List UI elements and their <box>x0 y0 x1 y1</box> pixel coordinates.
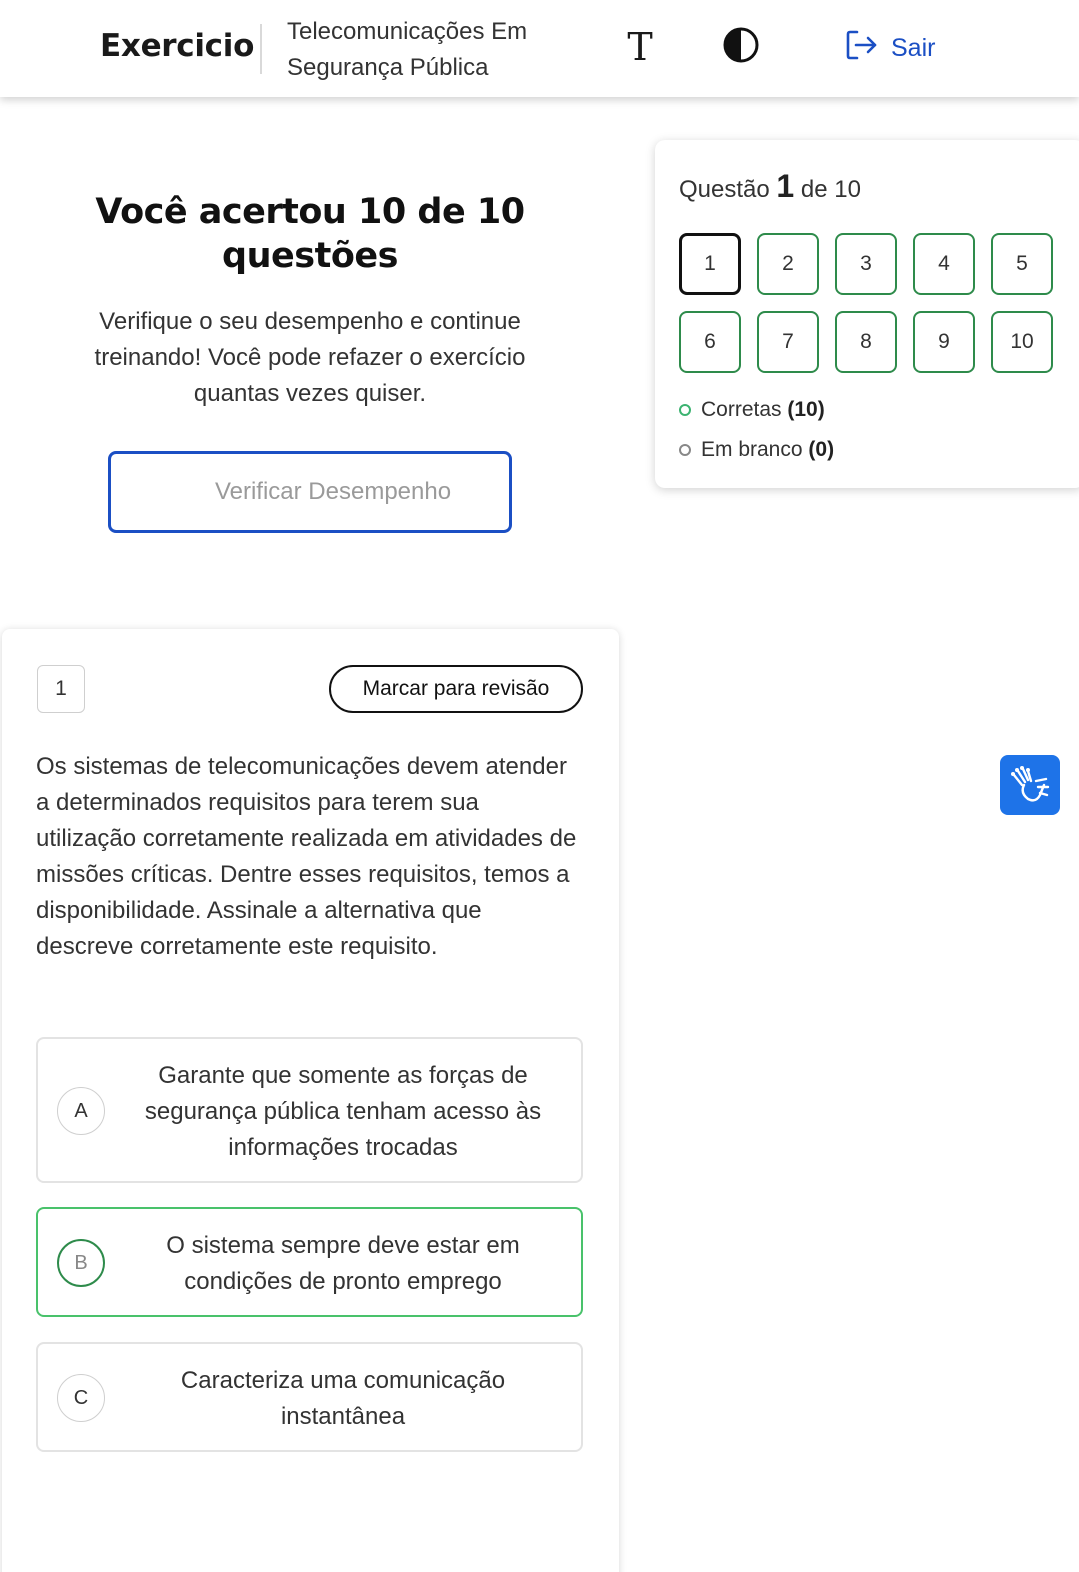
navigator-suffix: de 10 <box>800 176 861 203</box>
option-letter: B <box>57 1239 105 1287</box>
option-c[interactable] <box>36 1342 583 1452</box>
brand-title: Exercicio <box>100 28 255 64</box>
option-text: Caracteriza uma comunicação instantânea <box>180 1367 506 1430</box>
question-button-7[interactable]: 7 <box>757 311 819 373</box>
option-b[interactable] <box>36 1207 583 1317</box>
header-divider <box>260 24 262 74</box>
logout-button[interactable] <box>845 28 935 68</box>
question-text: Os sistemas de telecomunicações devem atender a determinados requisitos para terem sua utilização corretamente realizada em atividades de missões críticas. Dentre esses requisitos, temos a disponibilidade. Assinale a alternativa que descreve corretamente este requisito. <box>36 753 577 960</box>
question-button-2[interactable]: 2 <box>757 233 819 295</box>
option-letter: C <box>57 1374 105 1422</box>
question-button-6[interactable]: 6 <box>679 311 741 373</box>
correct-dot-icon <box>679 404 691 416</box>
font-size-button[interactable]: T <box>627 25 653 69</box>
question-button-1[interactable]: 1 <box>679 233 741 295</box>
navigator-heading <box>679 168 861 205</box>
sign-language-button[interactable] <box>1000 755 1060 815</box>
legend-blank-count: (0) <box>808 438 835 461</box>
question-button-10[interactable]: 10 <box>991 311 1053 373</box>
question-navigator <box>655 140 1079 488</box>
question-button-9[interactable]: 9 <box>913 311 975 373</box>
legend-correct-label: Corretas <box>701 398 782 421</box>
logout-label: Sair <box>891 33 936 62</box>
navigator-prefix: Questão <box>679 176 770 203</box>
option-letter: A <box>57 1087 105 1135</box>
sign-language-hands-icon <box>1000 755 1060 815</box>
question-card <box>2 629 619 1572</box>
contrast-icon[interactable] <box>722 26 760 64</box>
verify-performance-button[interactable]: Verificar Desempenho <box>108 451 512 533</box>
blank-dot-icon <box>679 444 691 456</box>
navigator-current: 1 <box>776 168 795 204</box>
logout-icon <box>845 29 879 68</box>
result-panel <box>60 190 560 412</box>
question-button-4[interactable]: 4 <box>913 233 975 295</box>
legend-blank-label: Em branco <box>701 438 803 461</box>
option-text: O sistema sempre deve estar em condições de pronto emprego <box>166 1232 520 1295</box>
question-button-5[interactable]: 5 <box>991 233 1053 295</box>
mark-for-review-button[interactable]: Marcar para revisão <box>329 665 583 713</box>
course-title: Telecomunicações Em Segurança Pública <box>287 18 528 81</box>
question-button-8[interactable]: 8 <box>835 311 897 373</box>
option-a[interactable] <box>36 1037 583 1183</box>
question-button-3[interactable]: 3 <box>835 233 897 295</box>
legend-correct-count: (10) <box>787 398 825 421</box>
legend-correct <box>679 398 825 422</box>
legend-blank <box>679 438 834 462</box>
result-description: Verifique o seu desempenho e continue treinando! Você pode refazer o exercício quantas vezes quiser. <box>94 308 526 407</box>
result-title: Você acertou 10 de 10 questões <box>95 192 525 276</box>
app-header <box>0 0 1079 97</box>
question-number-badge: 1 <box>37 665 85 713</box>
option-text: Garante que somente as forças de segurança pública tenham acesso às informações trocadas <box>144 1062 542 1161</box>
